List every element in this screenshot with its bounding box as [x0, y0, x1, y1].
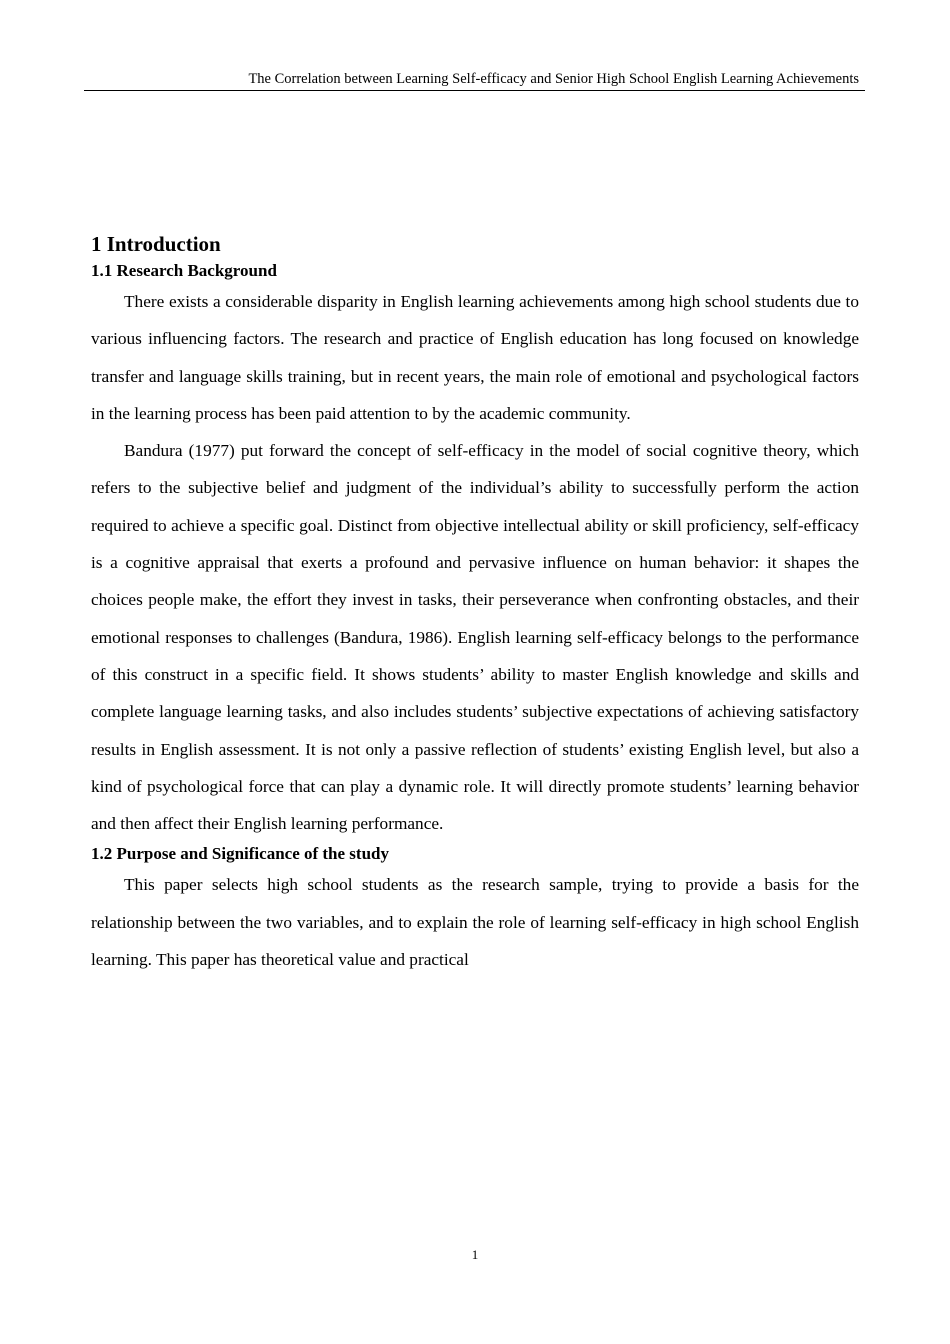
running-header — [84, 70, 865, 91]
section-title-research-background: 1.1 Research Background — [91, 261, 277, 280]
body-paragraph: There exists a considerable disparity in English learning achievements among high school students due to various influencing factors. The research and practice of English education has long focused on knowledge transfer and language skills training, but in recent years, the main role of emotional and psychological factors in the learning process has been paid attention to by the academic community. — [91, 292, 859, 423]
body-paragraph: This paper selects high school students as the research sample, trying to provide a basis for the relationship between the two variables, and to explain the role of learning self-efficacy in high school English learning. This paper has theoretical value and practical — [91, 875, 859, 970]
page-number: 1 — [471, 1247, 479, 1262]
running-header-title: The Correlation between Learning Self-efficacy and Senior High School English Learning Achievements — [248, 71, 859, 87]
body-paragraph: Bandura (1977) put forward the concept of self-efficacy in the model of social cognitive theory, which refers to the subjective belief and judgment of the individual’s ability to successfully perform the action required to achieve a specific goal. Distinct from objective intellectual ability or skill proficiency, self-efficacy is a cognitive appraisal that exerts a profound and pervasive influence on human behavior: it shapes the choices people make, the effort they invest in tasks, their perseverance when confronting obstacles, and their emotional responses to challenges (Bandura, 1986). English learning self-efficacy belongs to the performance of this construct in a specific field. It shows students’ ability to master English knowledge and skills and complete language learning tasks, and also includes students’ subjective expectations of achieving satisfactory results in English assessment. It is not only a passive reflection of students’ existing English level, but also a kind of psychological force that can play a dynamic role. It will directly promote students’ learning behavior and then affect their English learning performance. — [91, 441, 859, 834]
chapter-title: 1 Introduction — [91, 232, 221, 256]
page-body — [91, 229, 859, 978]
section-title-purpose-significance: 1.2 Purpose and Significance of the study — [91, 844, 389, 864]
